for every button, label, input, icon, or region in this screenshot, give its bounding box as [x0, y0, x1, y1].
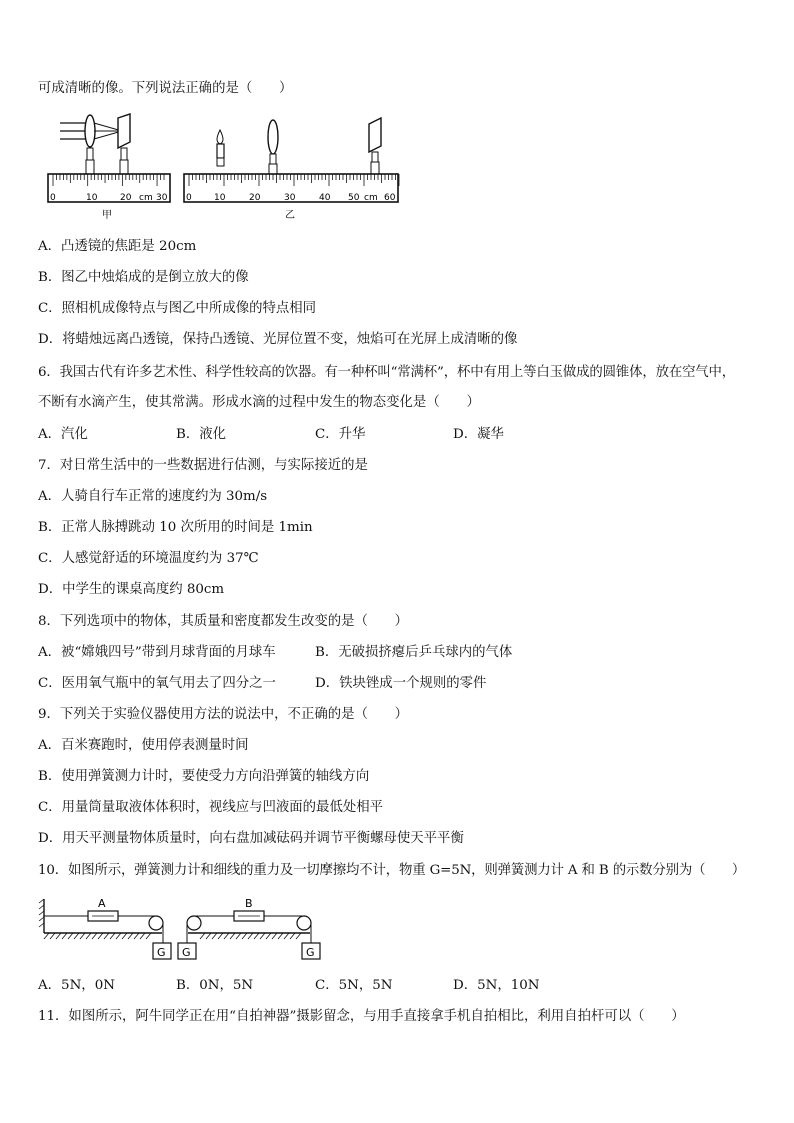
- q8-stem: 8．下列选项中的物体，其质量和密度都发生改变的是（ ）: [38, 614, 409, 629]
- ruler-tick-40: 40: [319, 193, 331, 203]
- q8-option-a: A．被“嫦娥四号”带到月球背面的月球车: [38, 645, 276, 660]
- table-hatch-mark: [50, 933, 55, 939]
- q5-figure-b: [182, 112, 400, 224]
- table-hatch-mark: [218, 933, 223, 939]
- table-hatch-mark: [122, 933, 127, 939]
- ruler-tick-30: 30: [156, 193, 168, 203]
- q10-option-b: B．0N，5N: [176, 978, 254, 993]
- q9-option-a: A．百米赛跑时，使用停表测量时间: [38, 738, 249, 753]
- table-hatch-mark: [56, 933, 61, 939]
- table-hatch-mark: [68, 933, 73, 939]
- q7-option-b: B．正常人脉搏跳动 10 次所用的时间是 1min: [38, 520, 313, 535]
- ruler-tick-50: 50: [348, 193, 360, 203]
- table-hatch-mark: [200, 933, 205, 939]
- candle-icon: [217, 130, 224, 166]
- q8-option-c: C．医用氧气瓶中的氧气用去了四分之一: [38, 676, 276, 691]
- q5-option-d: D．将蜡烛远离凸透镜，保持凸透镜、光屏位置不变，烛焰可在光屏上成清晰的像: [38, 332, 518, 347]
- table-hatch-mark: [290, 933, 295, 939]
- weight-label-right-2: G: [306, 946, 315, 959]
- q10-option-c: C．5N，5N: [315, 978, 393, 993]
- ruler-tick-30: 30: [284, 193, 296, 203]
- q7-option-d: D．中学生的课桌高度约 80cm: [38, 582, 225, 597]
- table-hatch-mark: [80, 933, 85, 939]
- weight-label-left: G: [157, 946, 166, 959]
- ruler-unit: cm: [364, 193, 378, 203]
- q6-option-b: B．液化: [176, 427, 227, 442]
- table-hatch-mark: [98, 933, 103, 939]
- table-hatch-mark: [140, 933, 145, 939]
- spring-scale-label-b: B: [245, 897, 253, 910]
- right-apparatus: [187, 911, 311, 943]
- table-hatch-mark: [284, 933, 289, 939]
- q11-stem: 11．如图所示，阿牛同学正在用“自拍神器”摄影留念，与用手直接拿手机自拍相比，利用自拍杆可以（ ）: [38, 1009, 685, 1024]
- q7-option-c: C．人感觉舒适的环境温度约为 37℃: [38, 551, 259, 566]
- q6-option-a: A．汽化: [38, 427, 88, 442]
- q10-figure: [38, 893, 328, 965]
- table-hatch-mark: [242, 933, 247, 939]
- pulley-icon: [149, 916, 163, 930]
- q8-option-b: B．无破损挤瘪后乒乓球内的气体: [315, 645, 513, 660]
- table-hatch-mark: [236, 933, 241, 939]
- ruler-tick-10: 10: [86, 193, 98, 203]
- pulley-icon: [297, 916, 311, 930]
- ruler-tick-0: 0: [186, 193, 192, 203]
- q7-stem: 7．对日常生活中的一些数据进行估测，与实际接近的是: [38, 458, 368, 473]
- table-hatch-mark: [116, 933, 121, 939]
- figure-label-jia: 甲: [102, 210, 112, 221]
- table-hatch-mark: [134, 933, 139, 939]
- table-hatch-mark: [86, 933, 91, 939]
- table-hatch-mark: [206, 933, 211, 939]
- q10-stem: 10．如图所示，弹簧测力计和细线的重力及一切摩擦均不计，物重 G=5N，则弹簧测力计 A 和 B 的示数分别为（ ）: [38, 863, 746, 878]
- table-hatch-mark: [296, 933, 301, 939]
- q5-figure-a: [46, 112, 174, 224]
- q8-option-d: D．铁块锉成一个规则的零件: [315, 676, 487, 691]
- ruler-tick-10: 10: [214, 193, 226, 203]
- table-hatch-mark: [128, 933, 133, 939]
- table-hatch-mark: [260, 933, 265, 939]
- table-hatch-mark: [146, 933, 151, 939]
- q6-option-c: C．升华: [315, 427, 366, 442]
- table-hatch-mark: [62, 933, 67, 939]
- figure-label-yi: 乙: [285, 210, 295, 221]
- table-hatch-mark: [212, 933, 217, 939]
- q10-option-a: A．5N，0N: [38, 978, 115, 993]
- table-hatch-mark: [278, 933, 283, 939]
- pulley-icon: [187, 916, 201, 930]
- q5-stem-tail: 可成清晰的像。下列说法正确的是（ ）: [38, 81, 293, 96]
- table-hatch-mark: [254, 933, 259, 939]
- q9-option-b: B．使用弹簧测力计时，要使受力方向沿弹簧的轴线方向: [38, 769, 370, 784]
- table-hatch-mark: [110, 933, 115, 939]
- table-hatch-mark: [74, 933, 79, 939]
- ruler-tick-0: 0: [50, 193, 56, 203]
- q5-option-b: B．图乙中烛焰成的是倒立放大的像: [38, 270, 249, 285]
- q5-option-c: C．照相机成像特点与图乙中所成像的特点相同: [38, 301, 317, 316]
- table-hatch-mark: [104, 933, 109, 939]
- q6-stem-line2: 不断有水滴产生，使其常满。形成水滴的过程中发生的物态变化是（ ）: [38, 395, 480, 410]
- q10-option-d: D．5N，10N: [453, 978, 540, 993]
- q9-stem: 9．下列关于实验仪器使用方法的说法中，不正确的是（ ）: [38, 707, 409, 722]
- table-hatch-mark: [44, 933, 49, 939]
- spring-scale-label-a: A: [98, 897, 106, 910]
- q6-option-d: D．凝华: [453, 427, 504, 442]
- table-hatch-mark: [230, 933, 235, 939]
- convex-lens-icon: [268, 120, 278, 154]
- q6-stem-line1: 6．我国古代有许多艺术性、科学性较高的饮器。有一种杯叫“常满杯”，杯中有用上等白玉做成的圆锥体，放在空气中，: [38, 365, 736, 380]
- table-hatch-mark: [248, 933, 253, 939]
- table-hatch-mark: [224, 933, 229, 939]
- ruler-tick-60: 60: [384, 193, 396, 203]
- ruler-tick-20: 20: [249, 193, 261, 203]
- light-screen-icon: [118, 114, 130, 148]
- light-screen-icon: [369, 118, 381, 152]
- ruler-unit: cm: [139, 193, 153, 203]
- ruler-tick-20: 20: [120, 193, 132, 203]
- weight-label-right-1: G: [182, 946, 191, 959]
- table-hatch-mark: [92, 933, 97, 939]
- table-hatch-mark: [272, 933, 277, 939]
- q5-option-a: A．凸透镜的焦距是 20cm: [38, 239, 197, 254]
- q7-option-a: A．人骑自行车正常的速度约为 30m/s: [38, 489, 268, 504]
- table-hatch-mark: [266, 933, 271, 939]
- convex-lens-icon: [85, 115, 95, 147]
- q9-option-d: D．用天平测量物体质量时，向右盘加减砝码并调节平衡螺母使天平平衡: [38, 831, 464, 846]
- q9-option-c: C．用量筒量取液体体积时，视线应与凹液面的最低处相平: [38, 800, 384, 815]
